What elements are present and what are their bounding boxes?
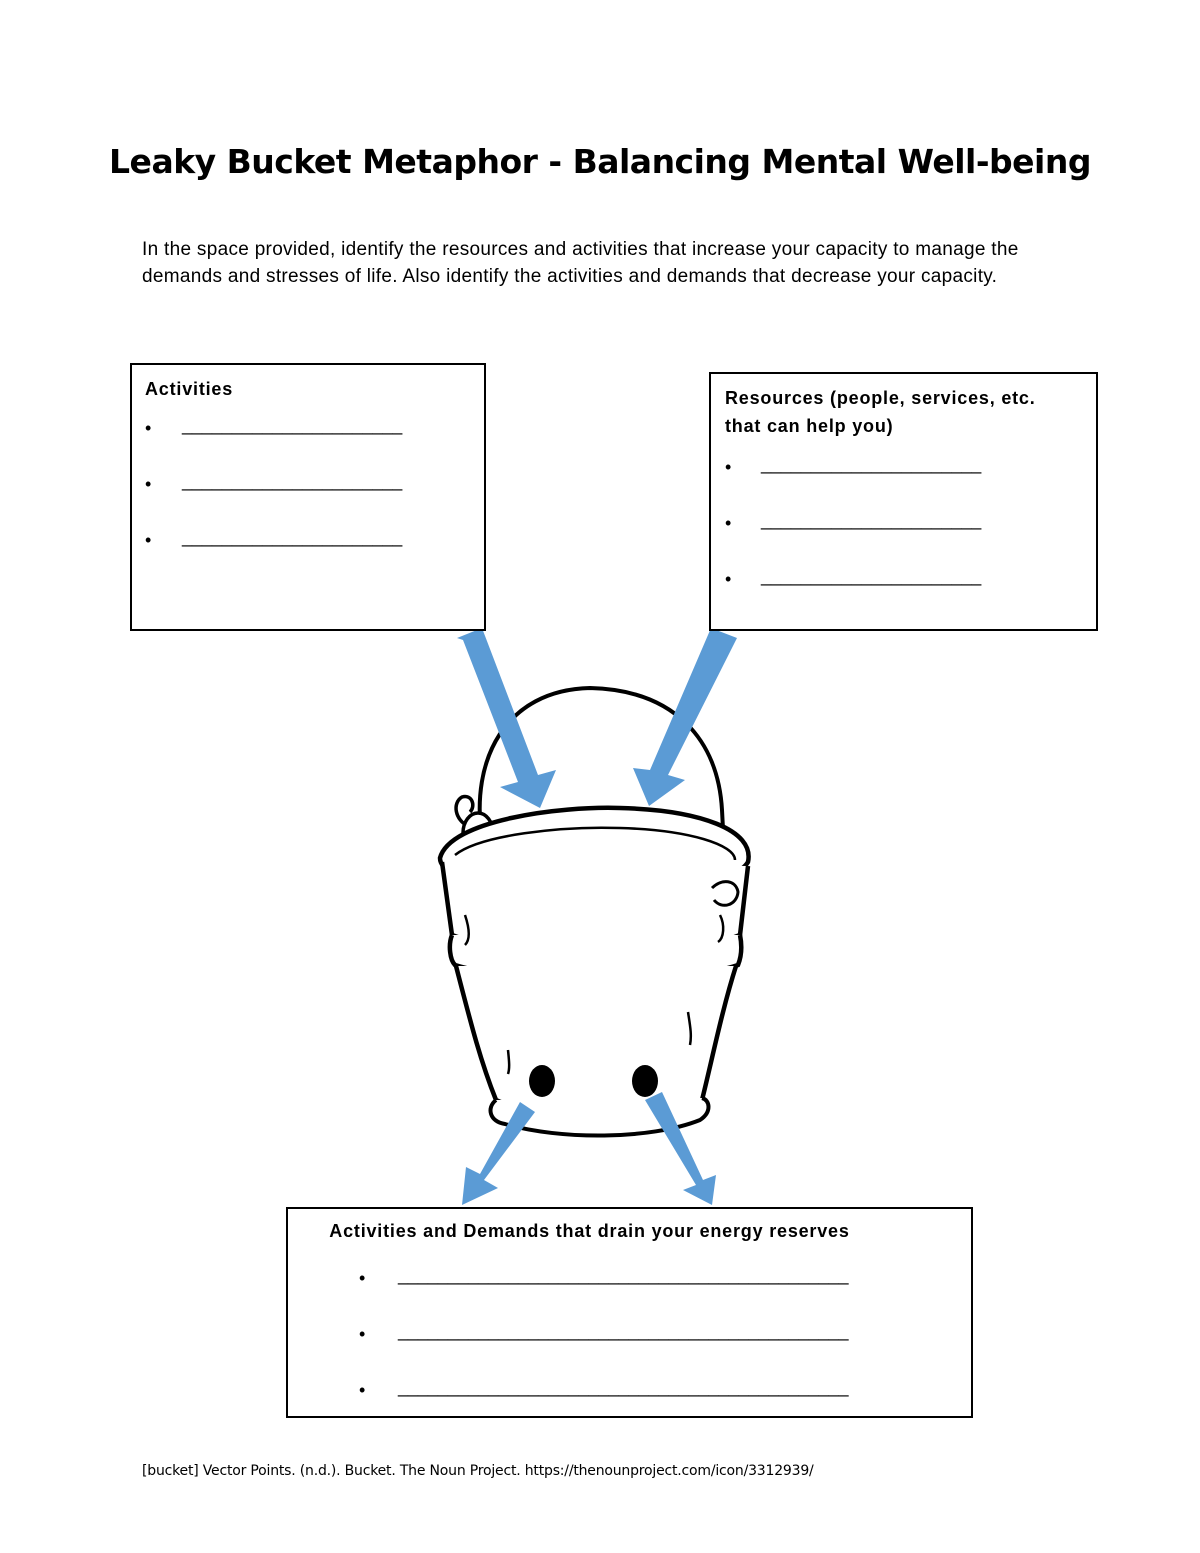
activities-list <box>145 413 484 581</box>
bullet-icon: • <box>359 1324 366 1344</box>
resources-box <box>709 372 1098 631</box>
bullet-icon: • <box>725 457 732 477</box>
fill-in-blank[interactable]: ______________________ <box>761 510 982 530</box>
resources-heading <box>725 384 1096 440</box>
bullet-icon: • <box>725 513 732 533</box>
bullet-icon: • <box>145 418 152 438</box>
page-title: Leaky Bucket Metaphor - Balancing Mental Well-being <box>109 142 1091 181</box>
list-item[interactable] <box>725 508 1096 564</box>
instructions-text: In the space provided, identify the resources and activities that increase your capacity to manage the demands and stresses of life. Also identify the activities and demands that decrease your capacity. <box>142 239 1019 287</box>
list-item[interactable] <box>145 469 484 525</box>
fill-in-blank[interactable]: ______________________ <box>182 527 403 547</box>
leak-hole-right <box>632 1065 658 1097</box>
bullet-icon: • <box>145 530 152 550</box>
activities-box <box>130 363 486 631</box>
fill-in-blank[interactable]: ______________________ <box>761 566 982 586</box>
list-item[interactable] <box>359 1263 971 1319</box>
leak-hole-left <box>529 1065 555 1097</box>
list-item[interactable] <box>145 525 484 581</box>
list-item[interactable] <box>359 1319 971 1375</box>
bullet-icon: • <box>359 1268 366 1288</box>
drain-list <box>359 1263 971 1431</box>
arrow-activities-in <box>457 628 556 808</box>
bullet-icon: • <box>359 1380 366 1400</box>
fill-in-blank[interactable]: _____________________________________________ <box>398 1265 849 1285</box>
bucket-body-lower <box>456 966 736 1121</box>
list-item[interactable] <box>725 564 1096 620</box>
fill-in-blank[interactable]: _____________________________________________ <box>398 1321 849 1341</box>
fill-in-blank[interactable]: _____________________________________________ <box>398 1377 849 1397</box>
resources-list <box>725 452 1096 620</box>
fill-in-blank[interactable]: ______________________ <box>761 454 982 474</box>
drain-heading: Activities and Demands that drain your energy reserves <box>329 1221 850 1241</box>
arrow-resources-in <box>633 628 737 806</box>
bullet-icon: • <box>145 474 152 494</box>
list-item[interactable] <box>359 1375 971 1431</box>
activities-heading: Activities <box>145 379 234 399</box>
list-item[interactable] <box>145 413 484 469</box>
fill-in-blank[interactable]: ______________________ <box>182 415 403 435</box>
resources-heading-line-2: that can help you) <box>725 416 894 436</box>
image-citation: [bucket] Vector Points. (n.d.). Bucket. The Noun Project. https://thenounproject.com/icon/3312939/ <box>142 1463 814 1479</box>
drain-box <box>286 1207 973 1418</box>
fill-in-blank[interactable]: ______________________ <box>182 471 403 491</box>
list-item[interactable] <box>725 452 1096 508</box>
bullet-icon: • <box>725 569 732 589</box>
resources-heading-line-1: Resources (people, services, etc. <box>725 388 1036 408</box>
